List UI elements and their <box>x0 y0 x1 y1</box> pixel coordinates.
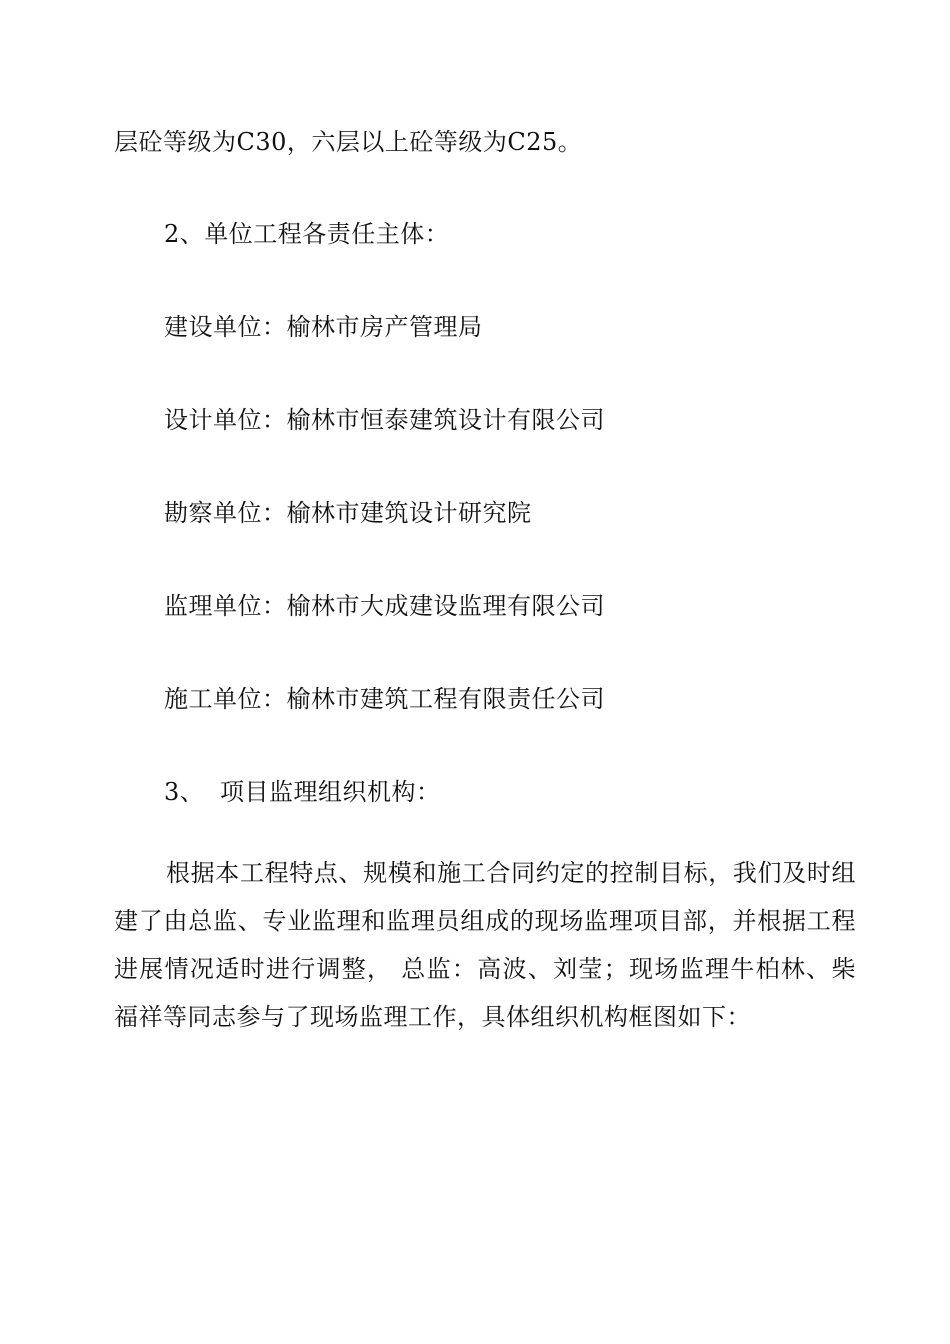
unit-contractor: 施工单位：榆林市建筑工程有限责任公司 <box>164 685 605 713</box>
concrete-grade-line: 层砼等级为C30，六层以上砼等级为C25。 <box>114 128 583 156</box>
section-2-heading: 2、单位工程各责任主体： <box>164 220 450 248</box>
section-3-heading <box>164 776 441 808</box>
unit-construction-owner: 建设单位：榆林市房产管理局 <box>164 313 483 341</box>
unit-supervision: 监理单位：榆林市大成建设监理有限公司 <box>164 592 605 620</box>
section-3-number: 3、 <box>164 778 205 806</box>
section-3-title: 项目监理组织机构： <box>220 778 441 806</box>
unit-survey: 勘察单位：榆林市建筑设计研究院 <box>164 499 532 527</box>
unit-design: 设计单位：榆林市恒泰建筑设计有限公司 <box>164 406 605 434</box>
section-3-paragraph: 根据本工程特点、规模和施工合同约定的控制目标，我们及时组建了由总监、专业监理和监理员组成的现场监理项目部，并根据工程进展情况适时进行调整， 总监：高波、刘莹；现场监理牛柏林、柴福祥等同志参与了现场监理工作，具体组织机构框图如下： <box>114 859 856 1031</box>
